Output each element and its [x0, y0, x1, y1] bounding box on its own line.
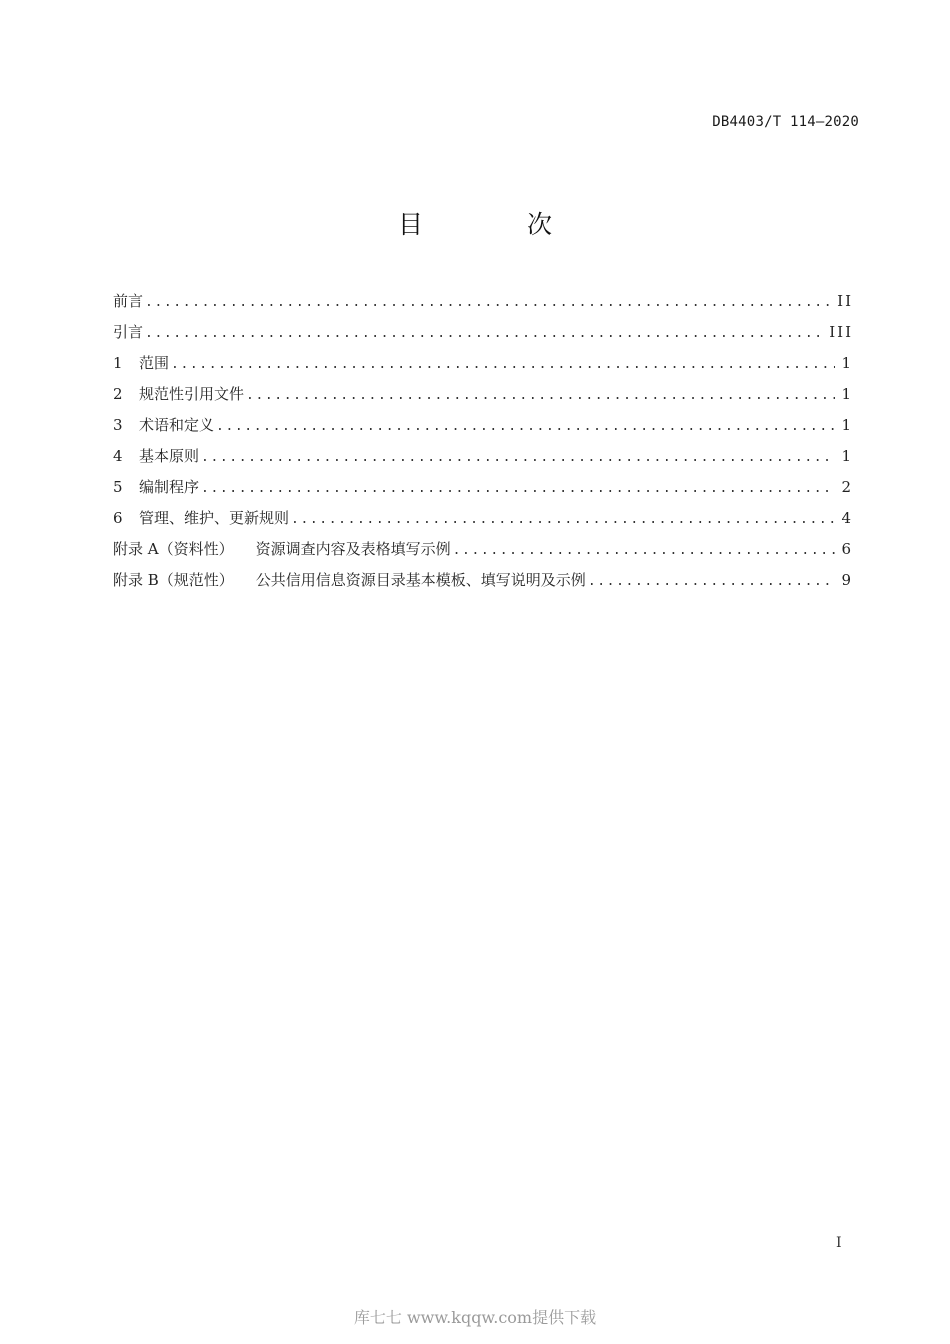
- toc-dot-leader: [201, 442, 835, 473]
- toc-entry-page: 1: [841, 447, 853, 465]
- toc-dot-leader: [145, 287, 831, 318]
- toc-entry-number: 4: [113, 447, 123, 465]
- toc-entry-management-rules[interactable]: [113, 503, 851, 534]
- toc-entry-label: 引言: [113, 323, 144, 341]
- toc-entry-terms-definitions[interactable]: [113, 410, 851, 441]
- toc-entry-page: 6: [841, 540, 853, 558]
- toc-entry-number: 3: [113, 416, 123, 434]
- toc-entry-label: 规范性引用文件: [139, 385, 245, 403]
- toc-entry-page: 9: [841, 571, 853, 589]
- toc-entry-page: III: [829, 323, 853, 341]
- document-code: DB4403/T 114—2020: [712, 114, 859, 130]
- toc-entry-compilation-procedure[interactable]: [113, 472, 851, 503]
- toc-dot-leader: [145, 318, 823, 349]
- toc-entry-label: 基本原则: [139, 447, 200, 465]
- toc-entry-basic-principles[interactable]: [113, 441, 851, 472]
- toc-entry-label: 前言: [113, 292, 144, 310]
- toc-entry-label: 资源调查内容及表格填写示例: [255, 540, 451, 558]
- toc-dot-leader: [201, 473, 835, 504]
- toc-entry-number: 2: [113, 385, 123, 403]
- toc-entry-label: 管理、维护、更新规则: [139, 509, 290, 527]
- toc-title: 目 次: [398, 210, 600, 239]
- toc-entry-page: 4: [841, 509, 853, 527]
- toc-entry-scope[interactable]: [113, 348, 851, 379]
- toc-entry-number: 6: [113, 509, 123, 527]
- toc-entry-appendix-a[interactable]: [113, 534, 851, 565]
- toc-entry-page: II: [837, 292, 853, 310]
- toc-entry-number: 1: [113, 354, 123, 372]
- toc-entry-page: 1: [841, 354, 853, 372]
- toc-entry-number: 5: [113, 478, 123, 496]
- toc-entry-page: 1: [841, 385, 853, 403]
- toc-dot-leader: [246, 380, 835, 411]
- toc-dot-leader: [171, 349, 835, 380]
- toc-entry-page: 2: [841, 478, 853, 496]
- toc-entry-normative-references[interactable]: [113, 379, 851, 410]
- toc-appendix-prefix: 附录 B（规范性）: [113, 571, 234, 589]
- toc-entry-foreword[interactable]: [113, 286, 851, 317]
- toc-dot-leader: [453, 535, 836, 566]
- toc-dot-leader: [291, 504, 835, 535]
- table-of-contents: [113, 286, 851, 596]
- toc-entry-label: 编制程序: [139, 478, 200, 496]
- toc-entry-page: 1: [841, 416, 853, 434]
- toc-entry-introduction[interactable]: [113, 317, 851, 348]
- toc-appendix-prefix: 附录 A（资料性）: [113, 540, 234, 558]
- toc-entry-label: 公共信用信息资源目录基本模板、填写说明及示例: [255, 571, 586, 589]
- toc-entry-label: 术语和定义: [139, 416, 215, 434]
- toc-dot-leader: [588, 566, 836, 597]
- toc-entry-appendix-b[interactable]: [113, 565, 851, 596]
- toc-entry-label: 范围: [139, 354, 170, 372]
- page-number: I: [836, 1235, 842, 1251]
- download-watermark: 库七七 www.kqqw.com提供下载: [353, 1308, 597, 1327]
- toc-dot-leader: [216, 411, 835, 442]
